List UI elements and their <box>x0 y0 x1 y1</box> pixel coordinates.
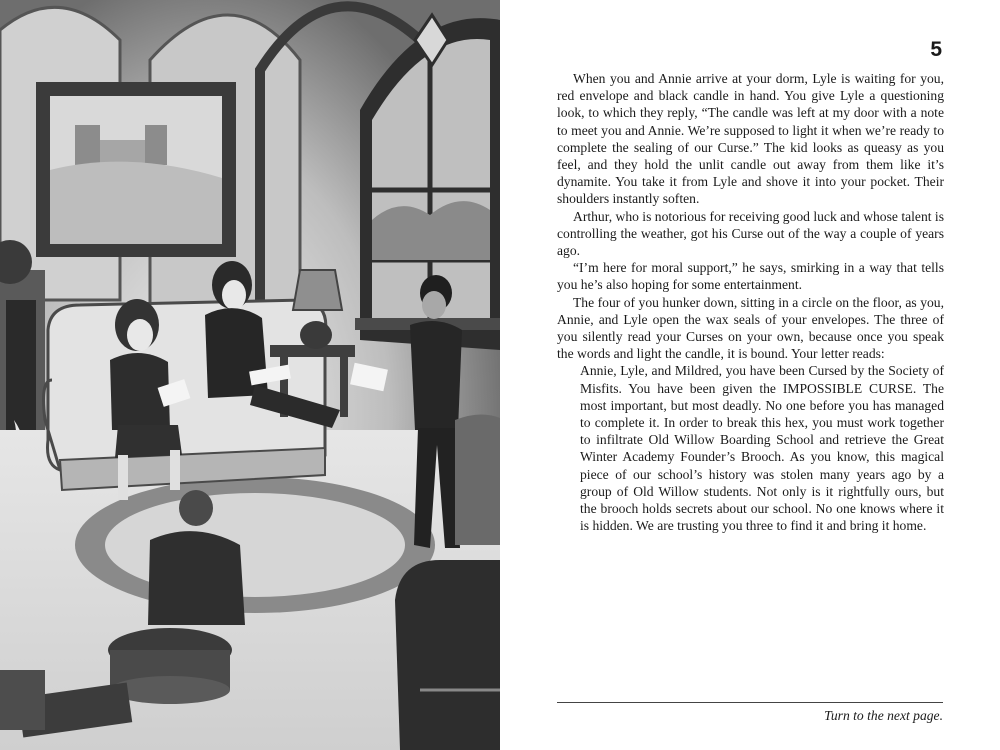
turn-page-note: Turn to the next page. <box>824 708 943 723</box>
paragraph: When you and Annie arrive at your dorm, Lyle is waiting for you, red envelope and black candle in hand. You give Lyle a questioning look, to which they reply, “The candle was left at my door with a note to meet you and Annie. We’re supposed to light it when we’re ready to complete the sealing of our Curse.” The kid looks as queasy as you feel, and they hold the unlit candle out away from them like it’s dynamite. You take it from Lyle and shove it into your pocket. Their shoulders instantly soften. <box>557 71 944 207</box>
text-page <box>500 0 1000 750</box>
body-text <box>557 70 944 534</box>
armchair <box>395 560 500 750</box>
paragraph: “I’m here for moral support,” he says, smirking in a way that tells you he’s also hoping for some entertainment. <box>557 260 944 293</box>
framed-painting <box>36 82 236 257</box>
paragraph: The four of you hunker down, sitting in a circle on the floor, as you, Annie, and Lyle open the wax seals of your envelopes. The three of you silently read your Curses on your own, because once you speak the words and light the candle, it is bound. Your letter reads: <box>557 294 944 362</box>
footer-divider <box>557 702 943 703</box>
footstool-right <box>455 414 500 545</box>
page-number: 5 <box>930 38 942 61</box>
rug <box>75 477 435 613</box>
paragraph: Arthur, who is notorious for receiving good luck and whose talent is controlling the weather, got his Curse out of the way a couple of years ago. <box>557 208 944 259</box>
curse-letter: Annie, Lyle, and Mildred, you have been Cursed by the Society of Misfits. You have been given the IMPOSSIBLE CURSE. The most important, but most deadly. No one before you has managed to complete it. In order to break this hex, you must work together to infiltrate Old Willow Boarding School and retrieve the Great Winter Academy Founder’s Brooch. As you know, this magical piece of our school’s history was stolen many years ago by a group of Old Willow students. Not only is it rightfully ours, but the brooch holds secrets about our school. No one knows where it is hidden. We are trusting you three to find it and bring it home. <box>580 363 944 534</box>
